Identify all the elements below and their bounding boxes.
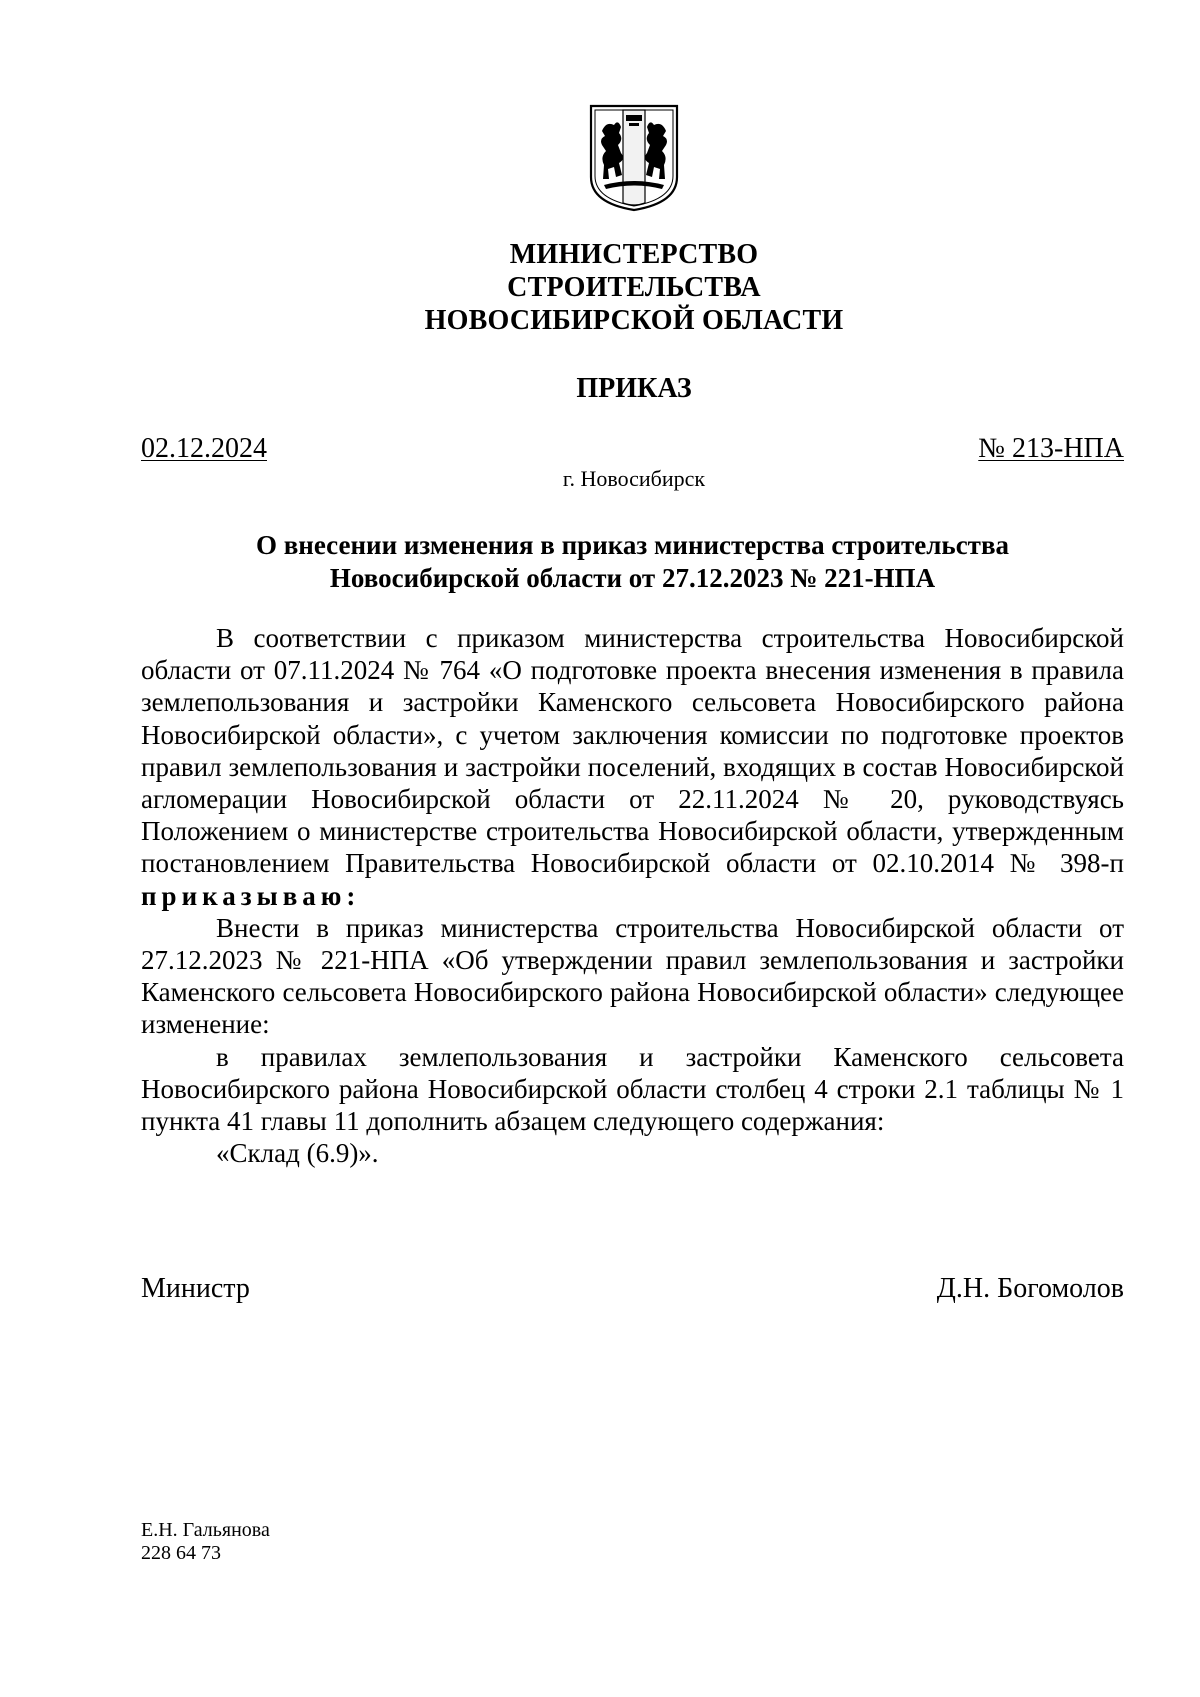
ministry-name-line-1: МИНИСТЕРСТВО — [509, 239, 759, 270]
order-keyword: приказываю: — [141, 880, 361, 911]
ministry-name — [0, 238, 1200, 337]
executor-info — [141, 1519, 270, 1565]
document-city: г. Новосибирск — [562, 466, 706, 491]
executor-phone: 228 64 73 — [141, 1542, 221, 1564]
preamble-text: В соответствии с приказом министерства строительства Новосибирской области от 07.11.2024 № 764 «О подготовке проекта внесения изменения в правила землепользования и застройки Каменского сельсовета Новосибирского района Новосибирской области», с учетом заключения комиссии по подготовке проектов правил землепользования и застройки поселений, входящих в состав Новосибирской агломерации Новосибирской области от 22.11.2024 № 20, руководствуясь Положением о министерстве строительства Новосибирской области, утвержденным постановлением Правительства Новосибирской области от 02.10.2014 № 398-п — [141, 623, 1124, 879]
body-paragraph-addition: «Склад (6.9)». — [216, 1138, 379, 1169]
document-date: 02.12.2024 — [141, 433, 267, 464]
ministry-name-line-2: СТРОИТЕЛЬСТВА — [507, 272, 761, 303]
executor-name: Е.Н. Гальянова — [141, 1519, 270, 1541]
document-title — [141, 529, 1124, 595]
ministry-name-line-3: НОВОСИБИРСКОЙ ОБЛАСТИ — [424, 305, 844, 336]
signatory-name: Д.Н. Богомолов — [936, 1273, 1124, 1304]
signatory-position: Министр — [141, 1273, 250, 1304]
body-paragraph-change: в правилах землепользования и застройки Каменского сельсовета Новосибирского района Новосибирской области столбец 4 строки 2.1 таблицы № 1 пункта 41 главы 11 дополнить абзацем следующего содержания: — [141, 1041, 1124, 1137]
body-paragraph-preamble — [141, 622, 1124, 912]
coat-of-arms-icon — [588, 103, 680, 213]
document-title-line-1: О внесении изменения в приказ министерства строительства — [255, 530, 1010, 560]
body-paragraph-order: Внести в приказ министерства строительства Новосибирской области от 27.12.2023 № 221-НПА «Об утверждении правил землепользования и застройки Каменского сельсовета Новосибирского района Новосибирской области» следующее изменение: — [141, 912, 1124, 1040]
document-type: ПРИКАЗ — [576, 373, 692, 404]
document-number: № 213-НПА — [978, 433, 1124, 464]
document-title-line-2: Новосибирской области от 27.12.2023 № 221-НПА — [329, 563, 936, 593]
document-body — [141, 622, 1124, 1169]
